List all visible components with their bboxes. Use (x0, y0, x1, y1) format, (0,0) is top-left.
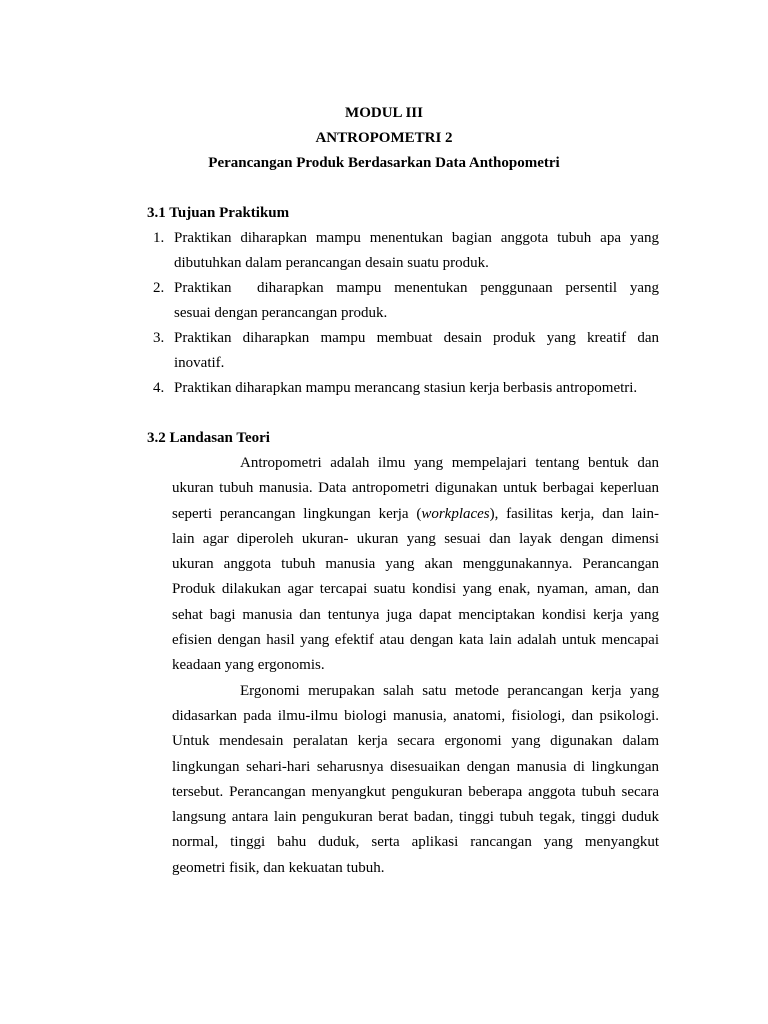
paragraph-line: lain agar diperoleh ukuran- ukuran yang sesuai dan layak dengan dimensi (172, 530, 659, 547)
paragraph-line: sehat bagi manusia dan tentunya juga dapat menciptakan kondisi kerja yang (172, 606, 659, 623)
text-run: seperti perancangan lingkungan kerja ( (172, 505, 422, 522)
module-number: MODUL III (345, 105, 423, 121)
list-item-line: Praktikan diharapkan mampu membuat desain produk yang kreatif dan (174, 330, 659, 346)
text-run: ), fasilitas kerja, dan lain- (489, 505, 659, 522)
module-subtitle: Perancangan Produk Berdasarkan Data Anthopometri (208, 155, 560, 171)
paragraph-line: Antropometri adalah ilmu yang mempelajari tentang bentuk dan (240, 455, 659, 471)
paragraph-line: Untuk mendesain peralatan kerja secara ergonomi yang digunakan dalam (172, 733, 659, 750)
list-item (147, 376, 659, 401)
paragraph-line: lingkungan sehari-hari seharusnya disesuaikan dengan manusia di lingkungan (172, 758, 659, 775)
document-header (0, 101, 768, 176)
paragraph-line: Produk dilakukan agar tercapai suatu kondisi yang enak, nyaman, aman, dan (172, 581, 659, 598)
list-item-line: Praktikan diharapkan mampu merancang stasiun kerja berbasis antropometri. (174, 380, 638, 396)
paragraph-line: geometri fisik, dan kekuatan tubuh. (172, 859, 385, 876)
list-item-line: dibutuhkan dalam perancangan desain suatu produk. (174, 255, 489, 271)
list-item-line: Praktikan diharapkan mampu menentukan bagian anggota tubuh apa yang (174, 230, 659, 246)
objectives-list (147, 226, 659, 401)
paragraph-line: ukuran anggota tubuh manusia yang akan menggunakannya. Perancangan (172, 556, 659, 573)
list-item-number: 4. (153, 380, 165, 396)
list-item-number: 2. (153, 280, 165, 296)
list-item (147, 326, 659, 376)
section-heading-landasan: 3.2 Landasan Teori (147, 430, 270, 446)
italic-term: workplaces (421, 505, 490, 522)
paragraph-line: tersebut. Perancangan menyangkut pengukuran beberapa anggota tubuh secara (172, 783, 659, 800)
module-title: ANTROPOMETRI 2 (315, 130, 453, 146)
list-item-number: 3. (153, 330, 165, 346)
paragraph-line: didasarkan pada ilmu-ilmu biologi manusia, anatomi, fisiologi, dan psikologi. (172, 707, 659, 724)
paragraph-line (172, 502, 659, 527)
paragraph-line: Ergonomi merupakan salah satu metode perancangan kerja yang (240, 682, 659, 699)
list-item (147, 226, 659, 276)
list-item (147, 276, 659, 326)
list-item-line: inovatif. (174, 355, 225, 371)
theory-body (172, 451, 659, 881)
paragraph-line: keadaan yang ergonomis. (172, 657, 325, 674)
paragraph-line: efisien dengan hasil yang efektif atau dengan kata lain adalah untuk mencapai (172, 632, 659, 649)
list-item-line: Praktikan diharapkan mampu menentukan penggunaan persentil yang (174, 280, 659, 296)
paragraph-line: ukuran tubuh manusia. Data antropometri digunakan untuk berbagai keperluan (172, 480, 659, 497)
paragraph-line: langsung antara lain pengukuran berat badan, tinggi tubuh tegak, tinggi duduk (172, 809, 659, 826)
section-heading-tujuan: 3.1 Tujuan Praktikum (147, 205, 290, 221)
paragraph-line: normal, tinggi bahu duduk, serta aplikasi rancangan yang menyangkut (172, 834, 659, 851)
list-item-line: sesuai dengan perancangan produk. (174, 305, 388, 321)
list-item-number: 1. (153, 230, 165, 246)
